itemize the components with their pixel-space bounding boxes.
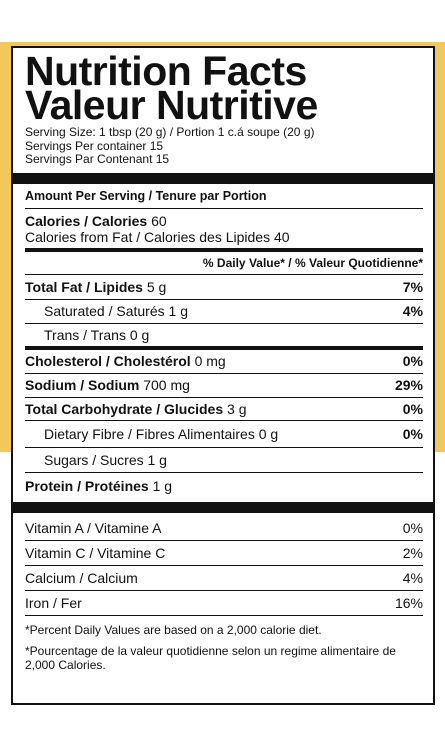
vitamin-daily-value: 16% xyxy=(394,594,423,611)
nutrient-daily-value: 0% xyxy=(402,400,423,417)
nutrient-amount: 5 g xyxy=(146,278,167,295)
nutrient-row-cholesterol xyxy=(25,350,423,373)
nutrient-amount: 3 g xyxy=(227,400,247,417)
nutrient-amount: 700 mg xyxy=(143,377,190,393)
servings-par-contenant: Servings Par Contenant 15 xyxy=(25,152,170,166)
nutrient-amount: 1 g xyxy=(152,477,173,494)
daily-value-header-label: % Daily Value* / % Valeur Quotidienne* xyxy=(202,255,423,270)
calories-value: 60 xyxy=(151,212,167,229)
nutrient-row-fibre xyxy=(25,421,423,447)
vitamin-daily-value: 2% xyxy=(402,544,423,561)
title-french: Valeur Nutritive xyxy=(25,82,318,128)
title-english: Nutrition Facts xyxy=(25,48,307,94)
vitamin-daily-value: 4% xyxy=(402,569,423,586)
daily-value-header xyxy=(25,252,423,274)
nutrient-row-total-fat xyxy=(25,275,423,299)
nutrient-amount: 1 g xyxy=(168,303,188,319)
nutrient-label: Total Carbohydrate / Glucides xyxy=(25,400,224,417)
nutrient-label: Dietary Fibre / Fibres Alimentaires xyxy=(44,425,255,442)
vitamin-daily-value: 0% xyxy=(402,519,423,536)
vitamin-label: Iron / Fer xyxy=(25,594,82,611)
amount-per-serving xyxy=(25,184,423,208)
nutrient-amount: 0 mg xyxy=(194,353,226,369)
amount-per-serving-label: Amount Per Serving / Tenure par Portion xyxy=(25,188,267,203)
calories-label: Calories / Calories xyxy=(25,212,148,229)
nutrient-amount: 1 g xyxy=(147,451,167,468)
vitamin-label: Calcium / Calcium xyxy=(25,569,138,586)
footnote-english: *Percent Daily Values are based on a 2,000 calorie diet. xyxy=(25,622,322,637)
nutrient-label: Sugars / Sucres xyxy=(44,451,144,468)
nutrient-daily-value: 7% xyxy=(402,278,423,295)
servings-per-container: Servings Per container 15 xyxy=(25,138,164,153)
vitamin-row xyxy=(25,541,423,565)
nutrient-row-trans xyxy=(25,324,423,346)
nutrient-label: Sodium / Sodium xyxy=(25,377,140,393)
nutrient-row-protein xyxy=(25,473,423,499)
divider xyxy=(25,615,423,616)
nutrient-row-sodium xyxy=(25,374,423,397)
nutrient-daily-value: 0% xyxy=(402,425,423,442)
thick-divider xyxy=(13,502,433,513)
nutrient-label: Trans / Trans xyxy=(44,326,126,343)
nutrition-label xyxy=(11,46,435,705)
nutrient-label: Saturated / Saturés xyxy=(44,303,165,319)
thick-divider xyxy=(13,173,433,184)
vitamin-row xyxy=(25,516,423,540)
calories-from-fat: Calories from Fat / Calories des Lipides 40 xyxy=(25,228,290,245)
vitamin-label: Vitamin A / Vitamine A xyxy=(25,519,162,536)
nutrient-amount: 0 g xyxy=(129,326,150,343)
vitamin-row xyxy=(25,591,423,615)
vitamin-label: Vitamin C / Vitamine C xyxy=(25,544,166,561)
footnote-french: *Pourcentage de la valeur quotidienne selon un regime alimentaire de 2,000 Calories. xyxy=(25,644,396,672)
nutrient-row-carbohydrate xyxy=(25,398,423,420)
nutrient-label: Cholesterol / Cholestérol xyxy=(25,353,191,369)
nutrient-daily-value: 29% xyxy=(394,377,423,393)
nutrient-label: Total Fat / Lipides xyxy=(25,278,143,295)
nutrient-row-sugars xyxy=(25,448,423,472)
serving-size: Serving Size: 1 tbsp (20 g) / Portion 1 c.á soupe (20 g) xyxy=(25,125,315,139)
vitamin-row xyxy=(25,566,423,590)
nutrient-daily-value: 0% xyxy=(402,353,423,369)
nutrient-daily-value: 4% xyxy=(402,303,423,319)
nutrient-row-saturated xyxy=(25,300,423,323)
calories-block xyxy=(25,209,423,248)
nutrient-amount: 0 g xyxy=(258,425,279,442)
nutrient-label: Protein / Protéines xyxy=(25,477,149,494)
